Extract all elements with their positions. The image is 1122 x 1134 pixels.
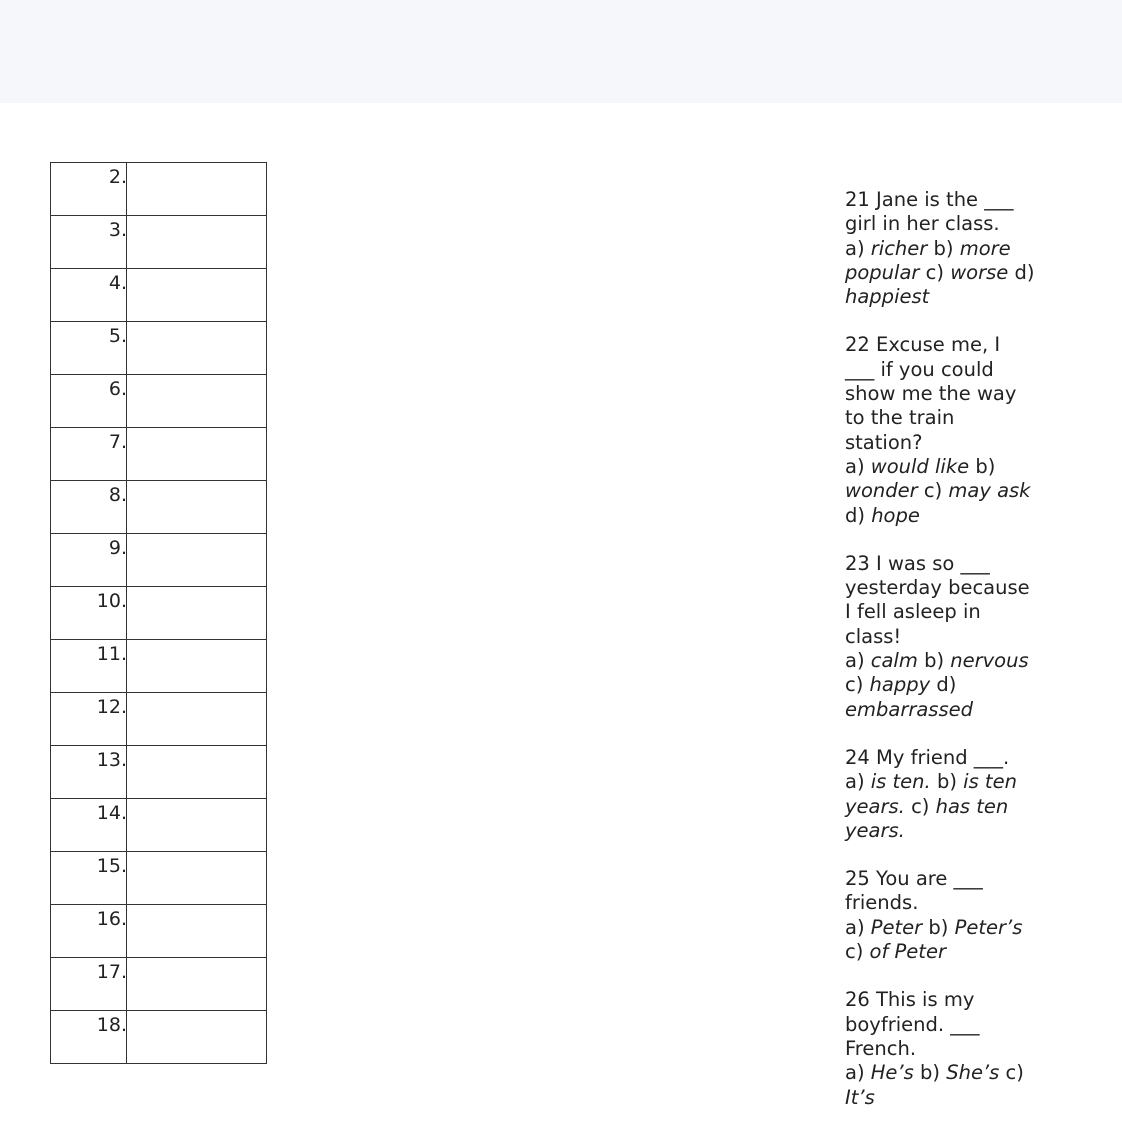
question-stem: 25 You are ___ friends. — [845, 867, 983, 915]
row-number-label: 14. — [96, 802, 127, 824]
answer-row — [51, 799, 267, 852]
option-letter: d) — [845, 503, 865, 527]
question-options — [845, 916, 1035, 965]
row-number-label: 3. — [108, 219, 127, 241]
row-number — [51, 1011, 127, 1064]
row-number — [51, 375, 127, 428]
answer-cell[interactable] — [127, 428, 267, 481]
option-letter: c) — [845, 940, 864, 964]
row-number-label: 11. — [96, 643, 127, 665]
option-text: happiest — [845, 285, 930, 309]
row-number — [51, 481, 127, 534]
row-number-label: 2. — [108, 166, 127, 188]
answer-cell[interactable] — [127, 958, 267, 1011]
row-number — [51, 799, 127, 852]
option-text: He’s — [870, 1061, 914, 1085]
answer-cell[interactable] — [127, 163, 267, 216]
answer-row — [51, 852, 267, 905]
question-item — [845, 333, 1035, 527]
option-text: more popular — [845, 236, 1011, 284]
row-number — [51, 269, 127, 322]
option-letter: b) — [928, 915, 949, 939]
row-number — [51, 746, 127, 799]
answer-row — [51, 587, 267, 640]
answer-cell[interactable] — [127, 269, 267, 322]
answer-cell[interactable] — [127, 216, 267, 269]
option-text: may ask — [948, 479, 1031, 503]
row-number-label: 5. — [108, 325, 127, 347]
question-stem: 26 This is my boyfriend. ___ French. — [845, 988, 980, 1060]
row-number — [51, 216, 127, 269]
row-number — [51, 693, 127, 746]
question-options — [845, 455, 1035, 528]
answer-row — [51, 1011, 267, 1064]
row-number-label: 8. — [108, 484, 127, 506]
option-letter: b) — [920, 1061, 940, 1085]
answer-row — [51, 428, 267, 481]
row-number — [51, 587, 127, 640]
row-number-label: 7. — [108, 431, 127, 453]
row-number — [51, 905, 127, 958]
answer-cell[interactable] — [127, 640, 267, 693]
top-band — [0, 0, 1122, 103]
option-letter: a) — [845, 236, 865, 260]
option-letter: c) — [845, 673, 864, 697]
option-letter: a) — [845, 770, 865, 794]
option-text: nervous — [950, 649, 1029, 673]
option-letter: d) — [1014, 260, 1035, 284]
answer-cell[interactable] — [127, 587, 267, 640]
option-letter: a) — [845, 1061, 865, 1085]
answer-row — [51, 269, 267, 322]
question-item — [845, 867, 1035, 964]
answer-row — [51, 375, 267, 428]
answer-cell[interactable] — [127, 1011, 267, 1064]
row-number-label: 9. — [108, 537, 127, 559]
answer-cell[interactable] — [127, 693, 267, 746]
option-text: is ten. — [870, 770, 931, 794]
question-stem: 24 My friend ___. — [845, 745, 1010, 769]
answer-cell[interactable] — [127, 534, 267, 587]
answer-row — [51, 481, 267, 534]
option-text: embarrassed — [845, 697, 973, 721]
option-text: worse — [950, 260, 1009, 284]
answer-cell[interactable] — [127, 375, 267, 428]
option-letter: a) — [845, 915, 865, 939]
option-letter: b) — [936, 770, 957, 794]
answer-table — [50, 162, 267, 1064]
row-number-label: 15. — [96, 855, 127, 877]
answer-cell[interactable] — [127, 481, 267, 534]
answer-row — [51, 746, 267, 799]
option-letter: d) — [936, 673, 957, 697]
row-number-label: 17. — [96, 961, 127, 983]
option-text: happy — [869, 673, 931, 697]
option-letter: a) — [845, 454, 865, 478]
option-letter: c) — [925, 260, 944, 284]
question-stem: 21 Jane is the ___ girl in her class. — [845, 188, 1014, 236]
answer-row — [51, 640, 267, 693]
row-number — [51, 534, 127, 587]
option-text: richer — [870, 236, 928, 260]
question-options — [845, 1061, 1035, 1110]
option-letter: b) — [975, 454, 996, 478]
question-item — [845, 988, 1035, 1109]
row-number-label: 12. — [96, 696, 127, 718]
row-number — [51, 428, 127, 481]
option-text: is ten years. — [845, 770, 1017, 818]
answer-cell[interactable] — [127, 322, 267, 375]
question-item — [845, 552, 1035, 722]
row-number — [51, 958, 127, 1011]
option-text: Peter’s — [954, 915, 1023, 939]
answer-row — [51, 693, 267, 746]
option-letter: b) — [924, 649, 945, 673]
option-text: wonder — [845, 479, 918, 503]
answer-row — [51, 216, 267, 269]
option-letter: b) — [933, 236, 954, 260]
question-stem: 23 I was so ___ yesterday because I fell asleep in class! — [845, 551, 1030, 648]
answer-cell[interactable] — [127, 746, 267, 799]
option-text: of Peter — [869, 940, 946, 964]
row-number-label: 10. — [96, 590, 127, 612]
question-options — [845, 237, 1035, 310]
question-options — [845, 770, 1035, 843]
answer-cell[interactable] — [127, 852, 267, 905]
answer-row — [51, 163, 267, 216]
answer-cell[interactable] — [127, 799, 267, 852]
row-number-label: 18. — [96, 1014, 127, 1036]
answer-row — [51, 958, 267, 1011]
option-letter: c) — [911, 794, 930, 818]
row-number — [51, 163, 127, 216]
option-text: calm — [870, 649, 918, 673]
option-text: would like — [870, 454, 970, 478]
question-item — [845, 188, 1035, 309]
answer-cell[interactable] — [127, 905, 267, 958]
question-options — [845, 649, 1035, 722]
option-letter: c) — [923, 479, 943, 503]
row-number — [51, 640, 127, 693]
row-number-label: 16. — [96, 908, 127, 930]
option-letter: c) — [1005, 1061, 1024, 1085]
row-number — [51, 852, 127, 905]
answer-row — [51, 905, 267, 958]
option-text: has ten years. — [845, 794, 1009, 842]
option-text: She’s — [946, 1061, 1000, 1085]
row-number — [51, 322, 127, 375]
answer-row — [51, 322, 267, 375]
option-letter: a) — [845, 649, 865, 673]
answer-row — [51, 534, 267, 587]
question-item — [845, 746, 1035, 843]
questions-column — [845, 188, 1035, 1134]
option-text: Peter — [870, 915, 923, 939]
row-number-label: 13. — [96, 749, 127, 771]
question-stem: 22 Excuse me, I ___ if you could show me the way to the train station? — [845, 333, 1017, 454]
row-number-label: 4. — [108, 272, 127, 294]
option-text: hope — [871, 503, 920, 527]
row-number-label: 6. — [108, 378, 127, 400]
option-text: It’s — [845, 1085, 875, 1109]
